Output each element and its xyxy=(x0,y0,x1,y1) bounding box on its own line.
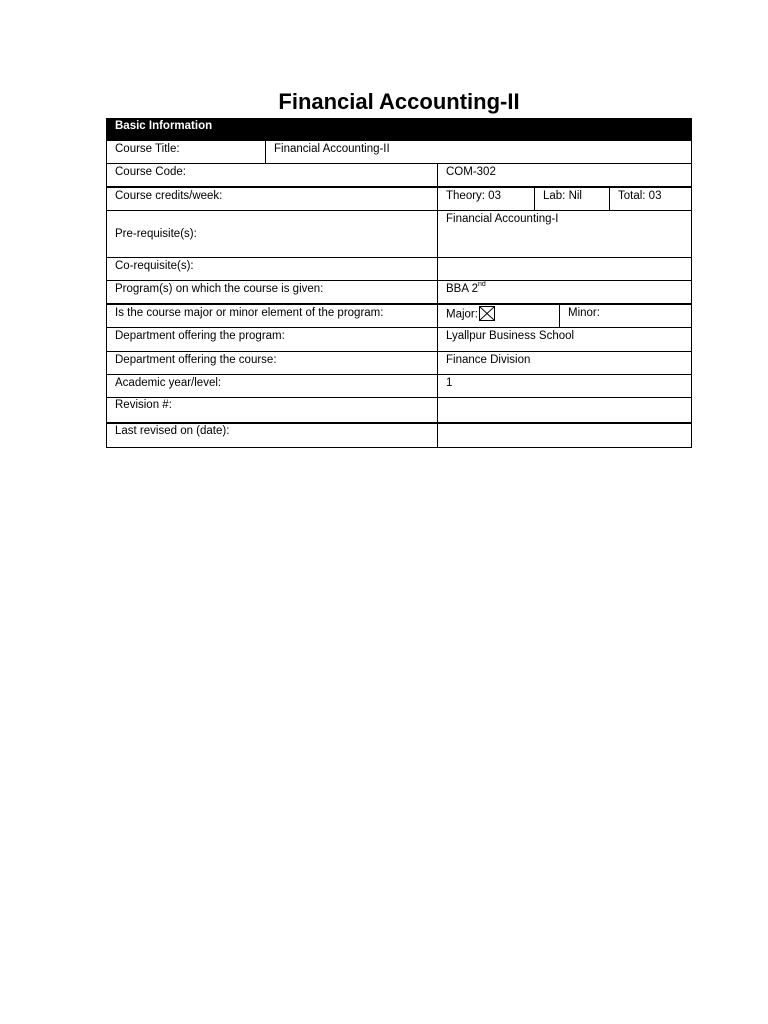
table-row xyxy=(106,258,692,281)
row-value xyxy=(437,281,691,303)
major-checkbox[interactable] xyxy=(479,306,495,321)
row-label: Is the course major or minor element of the program: xyxy=(115,307,384,319)
check-x-icon xyxy=(480,307,494,320)
program-ordinal-suffix: nd xyxy=(477,281,486,288)
major-cell xyxy=(437,305,559,327)
row-label: Co-requisite(s): xyxy=(115,260,194,272)
row-value: Financial Accounting-II xyxy=(265,141,691,163)
row-value xyxy=(437,258,691,280)
row-label: Pre-requisite(s): xyxy=(115,228,197,240)
program-name: BBA 2 xyxy=(446,283,478,295)
section-header-label: Basic Information xyxy=(115,120,213,132)
minor-cell xyxy=(559,305,691,327)
row-value: 1 xyxy=(437,375,691,397)
table-row xyxy=(106,375,692,398)
table-row xyxy=(106,328,692,352)
major-label: Major: xyxy=(446,308,478,321)
table-row xyxy=(106,304,692,328)
row-value xyxy=(437,398,691,422)
table-row xyxy=(106,187,692,211)
page-title: Financial Accounting-II xyxy=(278,89,520,114)
row-label: Course Code: xyxy=(115,166,186,178)
row-label: Last revised on (date): xyxy=(115,425,230,437)
minor-label: Minor: xyxy=(568,307,600,319)
row-value: Lyallpur Business School xyxy=(437,328,691,351)
row-label: Course credits/week: xyxy=(115,190,223,202)
table-row xyxy=(106,281,692,304)
table-row xyxy=(106,398,692,423)
row-value: Financial Accounting-I xyxy=(437,211,691,257)
table-row xyxy=(106,423,692,448)
table-row xyxy=(106,141,692,164)
row-label: Revision #: xyxy=(115,399,172,411)
table-row xyxy=(106,352,692,375)
lab-credits: Lab: Nil xyxy=(534,188,609,210)
row-label: Department offering the course: xyxy=(115,354,277,366)
table-row xyxy=(106,211,692,258)
row-label: Program(s) on which the course is given: xyxy=(115,283,324,295)
table-row xyxy=(106,164,692,187)
total-credits: Total: 03 xyxy=(609,188,691,210)
row-label: Academic year/level: xyxy=(115,377,222,389)
row-value: COM-302 xyxy=(437,164,691,186)
section-header xyxy=(106,118,692,141)
row-label: Department offering the program: xyxy=(115,330,285,342)
row-value: Finance Division xyxy=(437,352,691,374)
row-value xyxy=(437,424,691,447)
row-label: Course Title: xyxy=(115,143,180,155)
theory-credits: Theory: 03 xyxy=(437,188,534,210)
